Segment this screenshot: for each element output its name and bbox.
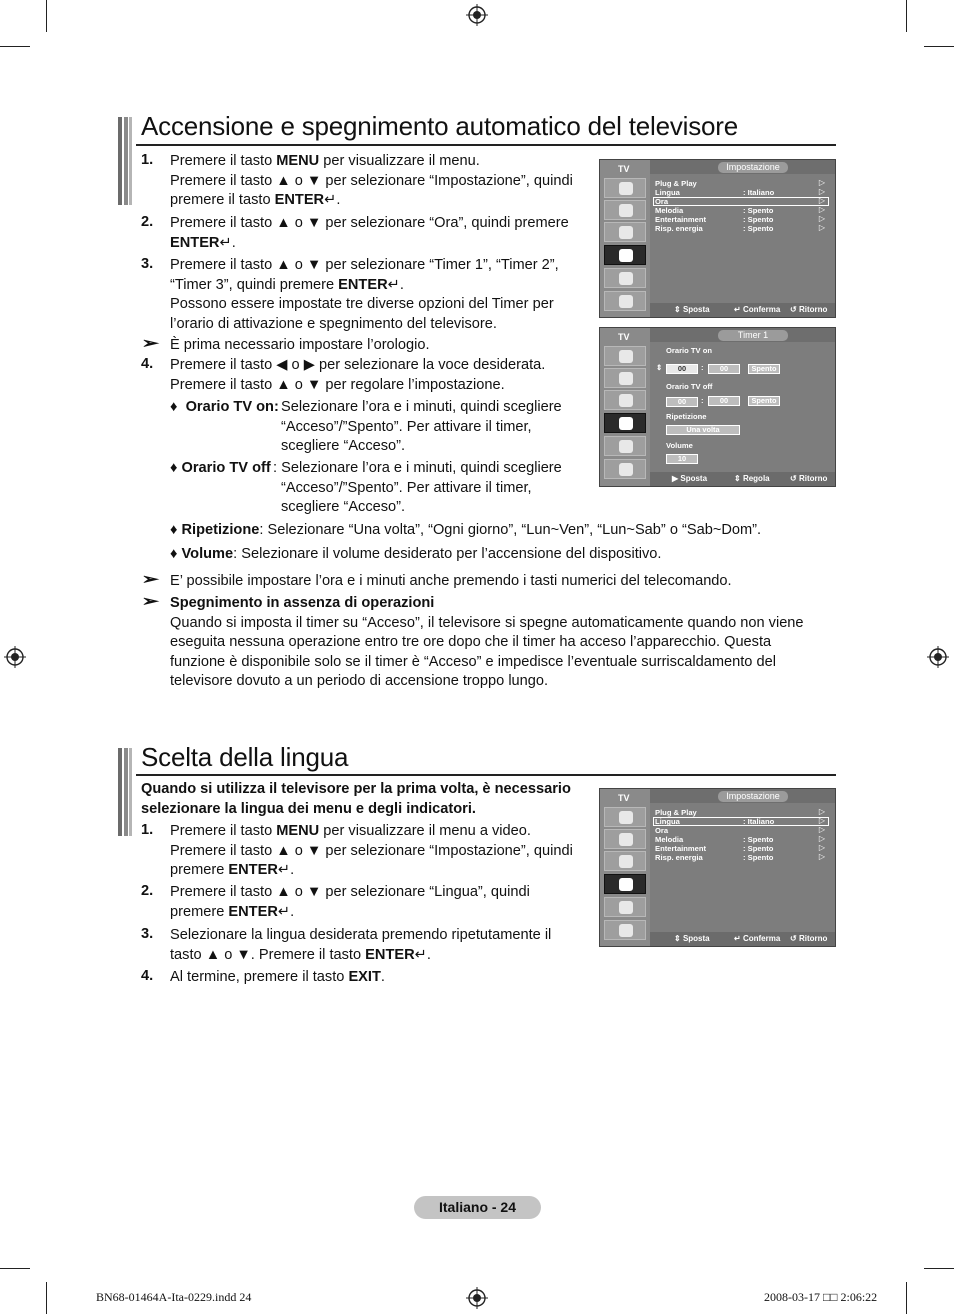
- crop-mark: [906, 1282, 907, 1314]
- off-minute-field[interactable]: 00: [708, 396, 740, 406]
- on-hour-field[interactable]: 00: [666, 364, 698, 374]
- bullet-orario-off: ♦ Orario TV off: [170, 460, 271, 476]
- time-separator: :: [701, 363, 704, 372]
- sound-icon[interactable]: [604, 829, 646, 849]
- up-down-icon: ⇕: [656, 363, 663, 372]
- section-title: Scelta della lingua: [141, 742, 349, 772]
- input-icon[interactable]: [604, 268, 646, 288]
- crop-mark: [0, 46, 30, 47]
- menu-row[interactable]: Plug & Play: [655, 179, 697, 188]
- input-icon[interactable]: [604, 897, 646, 917]
- crop-mark: [906, 0, 907, 32]
- menu-row[interactable]: Entertainment : Spento: [655, 844, 774, 853]
- application-icon[interactable]: [604, 459, 646, 479]
- bullet-volume: ♦ Volume: Selezionare il volume desiderato per l’accensione del dispositivo.: [170, 546, 662, 562]
- sound-icon[interactable]: [604, 368, 646, 388]
- step-number: 1.: [141, 822, 154, 838]
- section-bar: [118, 748, 132, 836]
- osd-header: Timer 1: [718, 330, 788, 341]
- crop-mark: [46, 1282, 47, 1314]
- channel-icon[interactable]: [604, 222, 646, 242]
- osd-language-menu: [599, 788, 836, 947]
- menu-row[interactable]: Melodia : Spento: [655, 835, 774, 844]
- on-state-field[interactable]: Spento: [748, 364, 780, 374]
- osd-header: Impostazione: [718, 791, 788, 802]
- menu-row[interactable]: Ora: [655, 197, 669, 206]
- step-number: 3.: [141, 256, 154, 272]
- orario-off-label: Orario TV off: [666, 382, 713, 391]
- note-auto-off: Spegnimento in assenza di operazioni Quando si imposta il timer su “Acceso”, il televisore si spegne automaticamente quando non viene eseguita nessuna operazione entro tre ore dopo che il timer ha acceso l’apparecchio. Questa funzione è disponibile solo se il timer è “Acceso” e impedisce l’eventuale surriscaldamento del televisore dovuto a un periodo di accensione troppo lungo.: [170, 595, 804, 690]
- application-icon[interactable]: [604, 291, 646, 311]
- input-icon[interactable]: [604, 436, 646, 456]
- step-number: 3.: [141, 926, 154, 942]
- bullet-ripetizione: ♦ Ripetizione: Selezionare “Una volta”, “Ogni giorno”, “Lun~Ven”, “Lun~Sab” o “Sab~Dom”.: [170, 522, 762, 538]
- step-text: Premere il tasto ▲ o ▼ per selezionare “Timer 1”, “Timer 2”, “Timer 3”, quindi premere ENTER↵. Possono essere impostate tre diverse opzioni del Timer per l’orario di attivazione e spegnimento del televisore.: [170, 257, 559, 332]
- on-minute-field[interactable]: 00: [708, 364, 740, 374]
- menu-row[interactable]: Melodia : Spento: [655, 206, 774, 215]
- arrow-right-icon: ▷ ▷ ▷ ▷ ▷ ▷: [818, 807, 825, 861]
- step-number: 1.: [141, 152, 154, 168]
- step-text: Premere il tasto MENU per visualizzare il menu a video. Premere il tasto ▲ o ▼ per selezionare “Impostazione”, quindi premere ENTER↵.: [170, 823, 573, 879]
- orario-on-label: Orario TV on: [666, 346, 712, 355]
- print-date: 2008-03-17 □□ 2:06:22: [764, 1290, 878, 1304]
- off-hour-field[interactable]: 00: [666, 397, 698, 407]
- picture-icon[interactable]: [604, 346, 646, 366]
- crop-mark: [924, 1268, 954, 1269]
- osd-footer: ▶ Sposta ⇕ Regola ↺ Ritorno: [650, 472, 835, 486]
- osd-timer-menu: [599, 327, 836, 487]
- menu-row[interactable]: Risp. energia : Spento: [655, 853, 774, 862]
- osd-footer: ⇕ Sposta ↵ Conferma ↺ Ritorno: [650, 303, 835, 317]
- tv-label: TV: [618, 332, 630, 342]
- section-intro: Quando si utilizza il televisore per la prima volta, è necessario selezionare la lingua dei menu e degli indicatori.: [141, 781, 571, 817]
- arrow-right-icon: ▷ ▷ ▷ ▷ ▷ ▷: [818, 178, 825, 232]
- note-icon: ➢: [141, 571, 160, 588]
- tv-label: TV: [618, 164, 630, 174]
- channel-icon[interactable]: [604, 390, 646, 410]
- picture-icon[interactable]: [604, 807, 646, 827]
- menu-row[interactable]: Plug & Play: [655, 808, 697, 817]
- channel-icon[interactable]: [604, 851, 646, 871]
- osd-header: Impostazione: [718, 162, 788, 173]
- note-icon: ➢: [141, 593, 160, 610]
- step-text: Al termine, premere il tasto EXIT.: [170, 969, 385, 985]
- file-info: BN68-01464A-Ita-0229.indd 24: [96, 1290, 252, 1304]
- crop-mark: [924, 46, 954, 47]
- ripetizione-label: Ripetizione: [666, 412, 707, 421]
- step-text: Premere il tasto ▲ o ▼ per selezionare “Ora”, quindi premere ENTER↵.: [170, 215, 569, 251]
- selection-highlight: [653, 197, 829, 206]
- osd-footer: ⇕ Sposta ↵ Conferma ↺ Ritorno: [650, 932, 835, 946]
- sound-icon[interactable]: [604, 200, 646, 220]
- registration-mark-icon: [466, 1287, 488, 1309]
- step-text: Selezionare la lingua desiderata premendo ripetutamente il tasto ▲ o ▼. Premere il tasto ENTER↵.: [170, 927, 552, 963]
- step-text: Premere il tasto MENU per visualizzare il menu. Premere il tasto ▲ o ▼ per selezionare “Impostazione”, quindi premere il tasto ENTER↵.: [170, 153, 573, 209]
- note-text: È prima necessario impostare l’orologio.: [170, 337, 430, 353]
- menu-row[interactable]: Ora: [655, 826, 669, 835]
- crop-mark: [46, 0, 47, 32]
- section-title: Accensione e spegnimento automatico del televisore: [141, 111, 739, 141]
- registration-mark-icon: [466, 4, 488, 26]
- setup-icon[interactable]: [604, 874, 646, 894]
- bullet-orario-on: ♦ Orario TV on:: [170, 399, 279, 415]
- section-rule: [136, 774, 836, 776]
- tv-label: TV: [618, 793, 630, 803]
- picture-icon[interactable]: [604, 178, 646, 198]
- osd-setup-menu: [599, 159, 836, 318]
- application-icon[interactable]: [604, 920, 646, 940]
- menu-row[interactable]: Lingua : Italiano: [655, 817, 775, 826]
- step-number: 2.: [141, 214, 154, 230]
- step-text: Premere il tasto ◀ o ▶ per selezionare la voce desiderata. Premere il tasto ▲ o ▼ per regolare l’impostazione.: [170, 357, 546, 393]
- section-bar: [118, 117, 132, 205]
- volume-label: Volume: [666, 441, 693, 450]
- note-icon: ➢: [141, 335, 160, 352]
- registration-mark-icon: [927, 646, 949, 668]
- step-number: 2.: [141, 883, 154, 899]
- step-text: Premere il tasto ▲ o ▼ per selezionare “Lingua”, quindi premere ENTER↵.: [170, 884, 530, 920]
- volume-field[interactable]: 10: [666, 454, 698, 464]
- registration-mark-icon: [4, 646, 26, 668]
- time-separator: :: [701, 396, 704, 405]
- bullet-orario-on-text: Selezionare l’ora e i minuti, quindi scegliere “Acceso”/”Spento”. Per attivare il timer, scegliere “Acceso”.: [281, 399, 562, 455]
- crop-mark: [0, 1268, 30, 1269]
- bullet-orario-off-text: : Selezionare l’ora e i minuti, quindi scegliere “Acceso”/”Spento”. Per attivare il timer, scegliere “Acceso”.: [273, 460, 562, 516]
- menu-row[interactable]: Entertainment : Spento: [655, 215, 774, 224]
- setup-icon[interactable]: [604, 245, 646, 265]
- menu-row[interactable]: Lingua : Italiano: [655, 188, 775, 197]
- section-rule: [136, 144, 836, 146]
- note-text: E’ possibile impostare l’ora e i minuti anche premendo i tasti numerici del telecomando.: [170, 573, 732, 589]
- ripetizione-field[interactable]: Una volta: [666, 425, 740, 435]
- off-state-field[interactable]: Spento: [748, 396, 780, 406]
- setup-icon[interactable]: [604, 413, 646, 433]
- step-number: 4.: [141, 968, 154, 984]
- menu-row[interactable]: Risp. energia : Spento: [655, 224, 774, 233]
- step-number: 4.: [141, 356, 154, 372]
- page-number-badge: Italiano - 24: [414, 1196, 541, 1219]
